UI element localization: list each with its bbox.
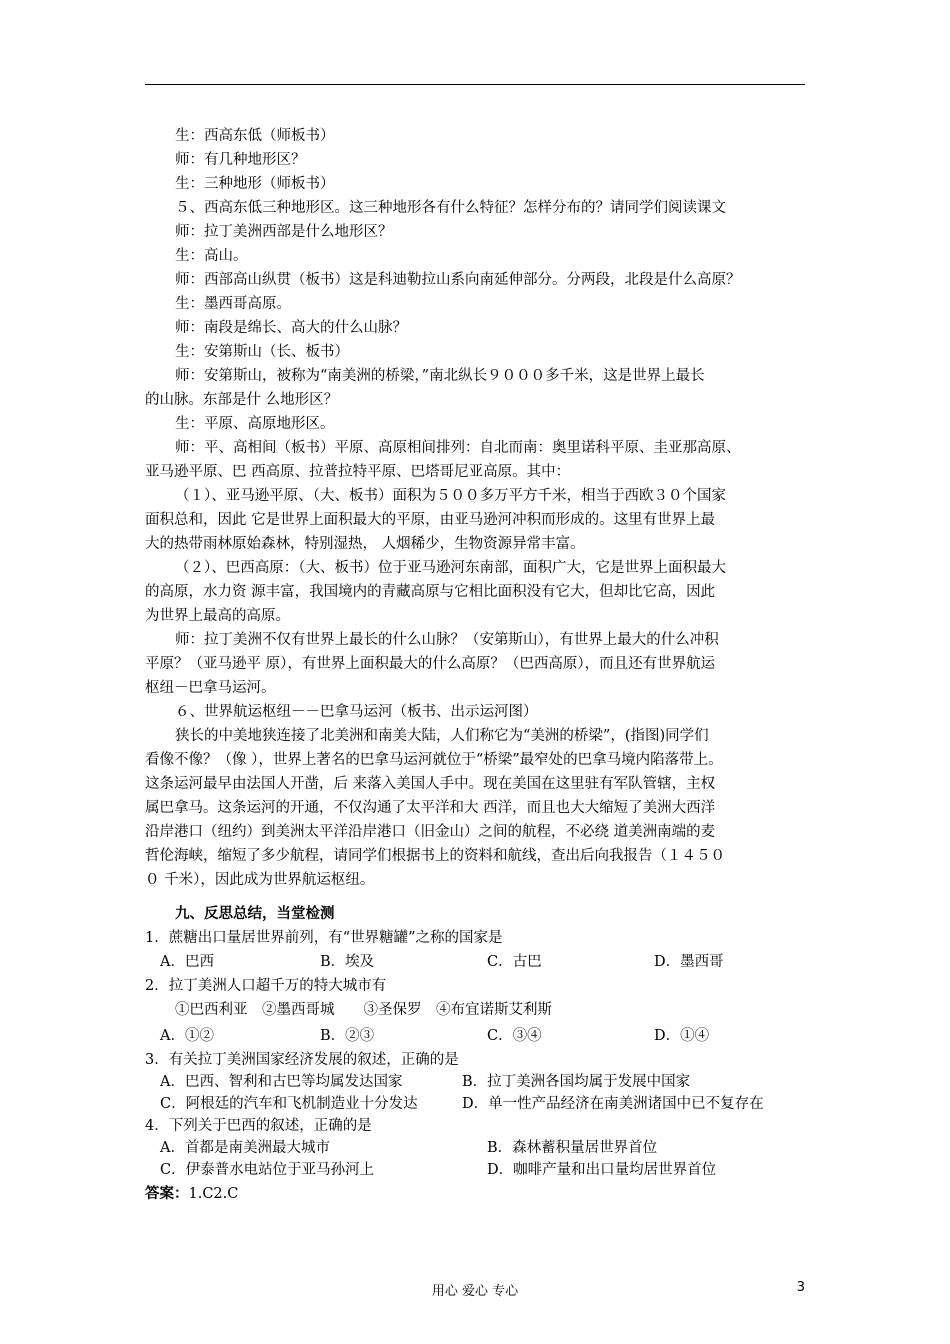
- q4-option-b: B．森林蓄积量居世界首位: [487, 1140, 658, 1156]
- text-line: 面积总和，因此 它是世界上面积最大的平原，由亚马逊河冲积而形成的。这里有世界上最: [145, 512, 716, 528]
- text-line: 师：南段是绵长、高大的什么山脉？: [175, 320, 407, 336]
- q2-option-b: B．②③: [320, 1028, 375, 1044]
- q2-option-d: D．①④: [654, 1028, 710, 1044]
- text-line: 亚马逊平原、巴 西高原、拉普拉特平原、巴塔哥尼亚高原。其中：: [145, 464, 571, 480]
- text-line: 属巴拿马。这条运河的开通，不仅沟通了太平洋和大 西洋，而且也大大缩短了美洲大西洋: [145, 800, 716, 816]
- text-line: 哲伦海峡，缩短了多少航程，请同学们根据书上的资料和航线，查出后向我报告（１４５０: [145, 848, 725, 864]
- text-line: 狭长的中美地狭连接了北美洲和南美大陆，人们称它为“美洲的桥梁”，(指图)同学们: [175, 728, 709, 744]
- text-line: ０ 千米），因此成为世界航运枢纽。: [145, 872, 375, 888]
- q3-option-c: C．阿根廷的汽车和飞机制造业十分发达: [160, 1096, 418, 1112]
- text-line: 师：平、高相间（板书）平原、高原相间排列：自北而南：奥里诺科平原、圭亚那高原、: [175, 440, 741, 456]
- text-line: 这条运河最早由法国人开凿，后 来落入美国人手中。现在美国在这里驻有军队管辖，主权: [145, 776, 716, 792]
- text-line: 师：拉丁美洲不仅有世界上最长的什么山脉？（安第斯山），有世界上最大的什么冲积: [175, 632, 719, 648]
- text-line: 看像不像？（像 ），世界上著名的巴拿马运河就位于“桥梁”最窄处的巴拿马境内陷落带上。: [145, 752, 723, 768]
- answer-line: [145, 1184, 805, 1204]
- question-1: 1．蔗糖出口量居世界前列，有“世界糖罐”之称的国家是: [145, 930, 503, 946]
- text-line: 师：拉丁美洲西部是什么地形区？: [175, 224, 393, 240]
- header-rule: [145, 84, 805, 85]
- answer-label: 答案：: [145, 1185, 189, 1202]
- text-line: 师：安第斯山，被称为“南美洲的桥梁，”南北纵长９０００多千米，这是世界上最长: [175, 368, 705, 384]
- q1-option-b: B．埃及: [320, 954, 375, 970]
- text-line: 生：墨西哥高原。: [175, 296, 291, 312]
- answer-value: 1.C2.C: [188, 1186, 239, 1202]
- text-line: 生：安第斯山（长、板书）: [175, 344, 349, 360]
- page-footer: 用心 爱心 专心: [431, 1284, 519, 1299]
- question-3: 3．有关拉丁美洲国家经济发展的叙述，正确的是: [145, 1052, 459, 1068]
- text-line: 生：西高东低（师板书）: [175, 128, 335, 144]
- text-line: 平原？（亚马逊平 原），有世界上面积最大的什么高原？（巴西高原），而且还有世界航运: [145, 656, 716, 672]
- q1-option-a: A．巴西: [160, 954, 214, 970]
- q1-option-d: D．墨西哥: [654, 954, 724, 970]
- q3-option-b: B．拉丁美洲各国均属于发展中国家: [462, 1074, 691, 1090]
- text-line: 师：西部高山纵贯（板书）这是科迪勒拉山系向南延伸部分。分两段，北段是什么高原？: [175, 272, 741, 288]
- text-line: 生：三种地形（师板书）: [175, 176, 335, 192]
- text-line: 大的热带雨林原始森林，特别湿热， 人烟稀少，生物资源异常丰富。: [145, 536, 585, 552]
- question-2: 2．拉丁美洲人口超千万的特大城市有: [145, 978, 387, 994]
- section-heading: 九、反思总结，当堂检测: [175, 905, 335, 922]
- text-line: ５、西高东低三种地形区。这三种地形各有什么特征？怎样分布的？请同学们阅读课文: [175, 200, 726, 216]
- q4-option-c: C．伊泰普水电站位于亚马孙河上: [160, 1162, 375, 1178]
- q1-option-c: C．古巴: [487, 954, 542, 970]
- q2-items: ①巴西利亚 ②墨西哥城 ③圣保罗 ④布宜诺斯艾利斯: [175, 1002, 552, 1018]
- q2-option-c: C．③④: [487, 1028, 542, 1044]
- text-line: 师：有几种地形区？: [175, 152, 306, 168]
- page-number: 3: [796, 1280, 805, 1295]
- text-line: 为世界上最高的高原。: [145, 608, 290, 624]
- question-4: 4．下列关于巴西的叙述，正确的是: [145, 1118, 372, 1134]
- text-line: 生：平原、高原地形区。: [175, 416, 335, 432]
- q3-option-d: D．单一性产品经济在南美洲诸国中已不复存在: [462, 1096, 764, 1112]
- text-line: （１）、亚马逊平原、（大、板书）面积为５００多万平方千米，相当于西欧３０个国家: [175, 488, 726, 504]
- q4-option-d: D．咖啡产量和出口量均居世界首位: [487, 1162, 717, 1178]
- text-line: 枢纽－巴拿马运河。: [145, 680, 276, 696]
- q4-option-a: A．首都是南美洲最大城市: [160, 1140, 330, 1156]
- text-line: （２）、巴西高原：（大、板书）位于亚马逊河东南部，面积广大，它是世界上面积最大: [175, 560, 726, 576]
- text-line: 的山脉。东部是什 么地形区？: [145, 392, 339, 408]
- text-line: ６、世界航运枢纽－－巴拿马运河（板书、出示运河图）: [175, 704, 538, 720]
- text-line: 沿岸港口（纽约）到美洲太平洋沿岸港口（旧金山）之间的航程，不必绕 道美洲南端的麦: [145, 824, 716, 840]
- q2-option-a: A．①②: [160, 1028, 214, 1044]
- text-line: 生：高山。: [175, 248, 248, 264]
- q3-option-a: A．巴西、智利和古巴等均属发达国家: [160, 1074, 403, 1090]
- text-line: 的高原，水力资 源丰富，我国境内的青藏高原与它相比面积没有它大，但却比它高，因此: [145, 584, 716, 600]
